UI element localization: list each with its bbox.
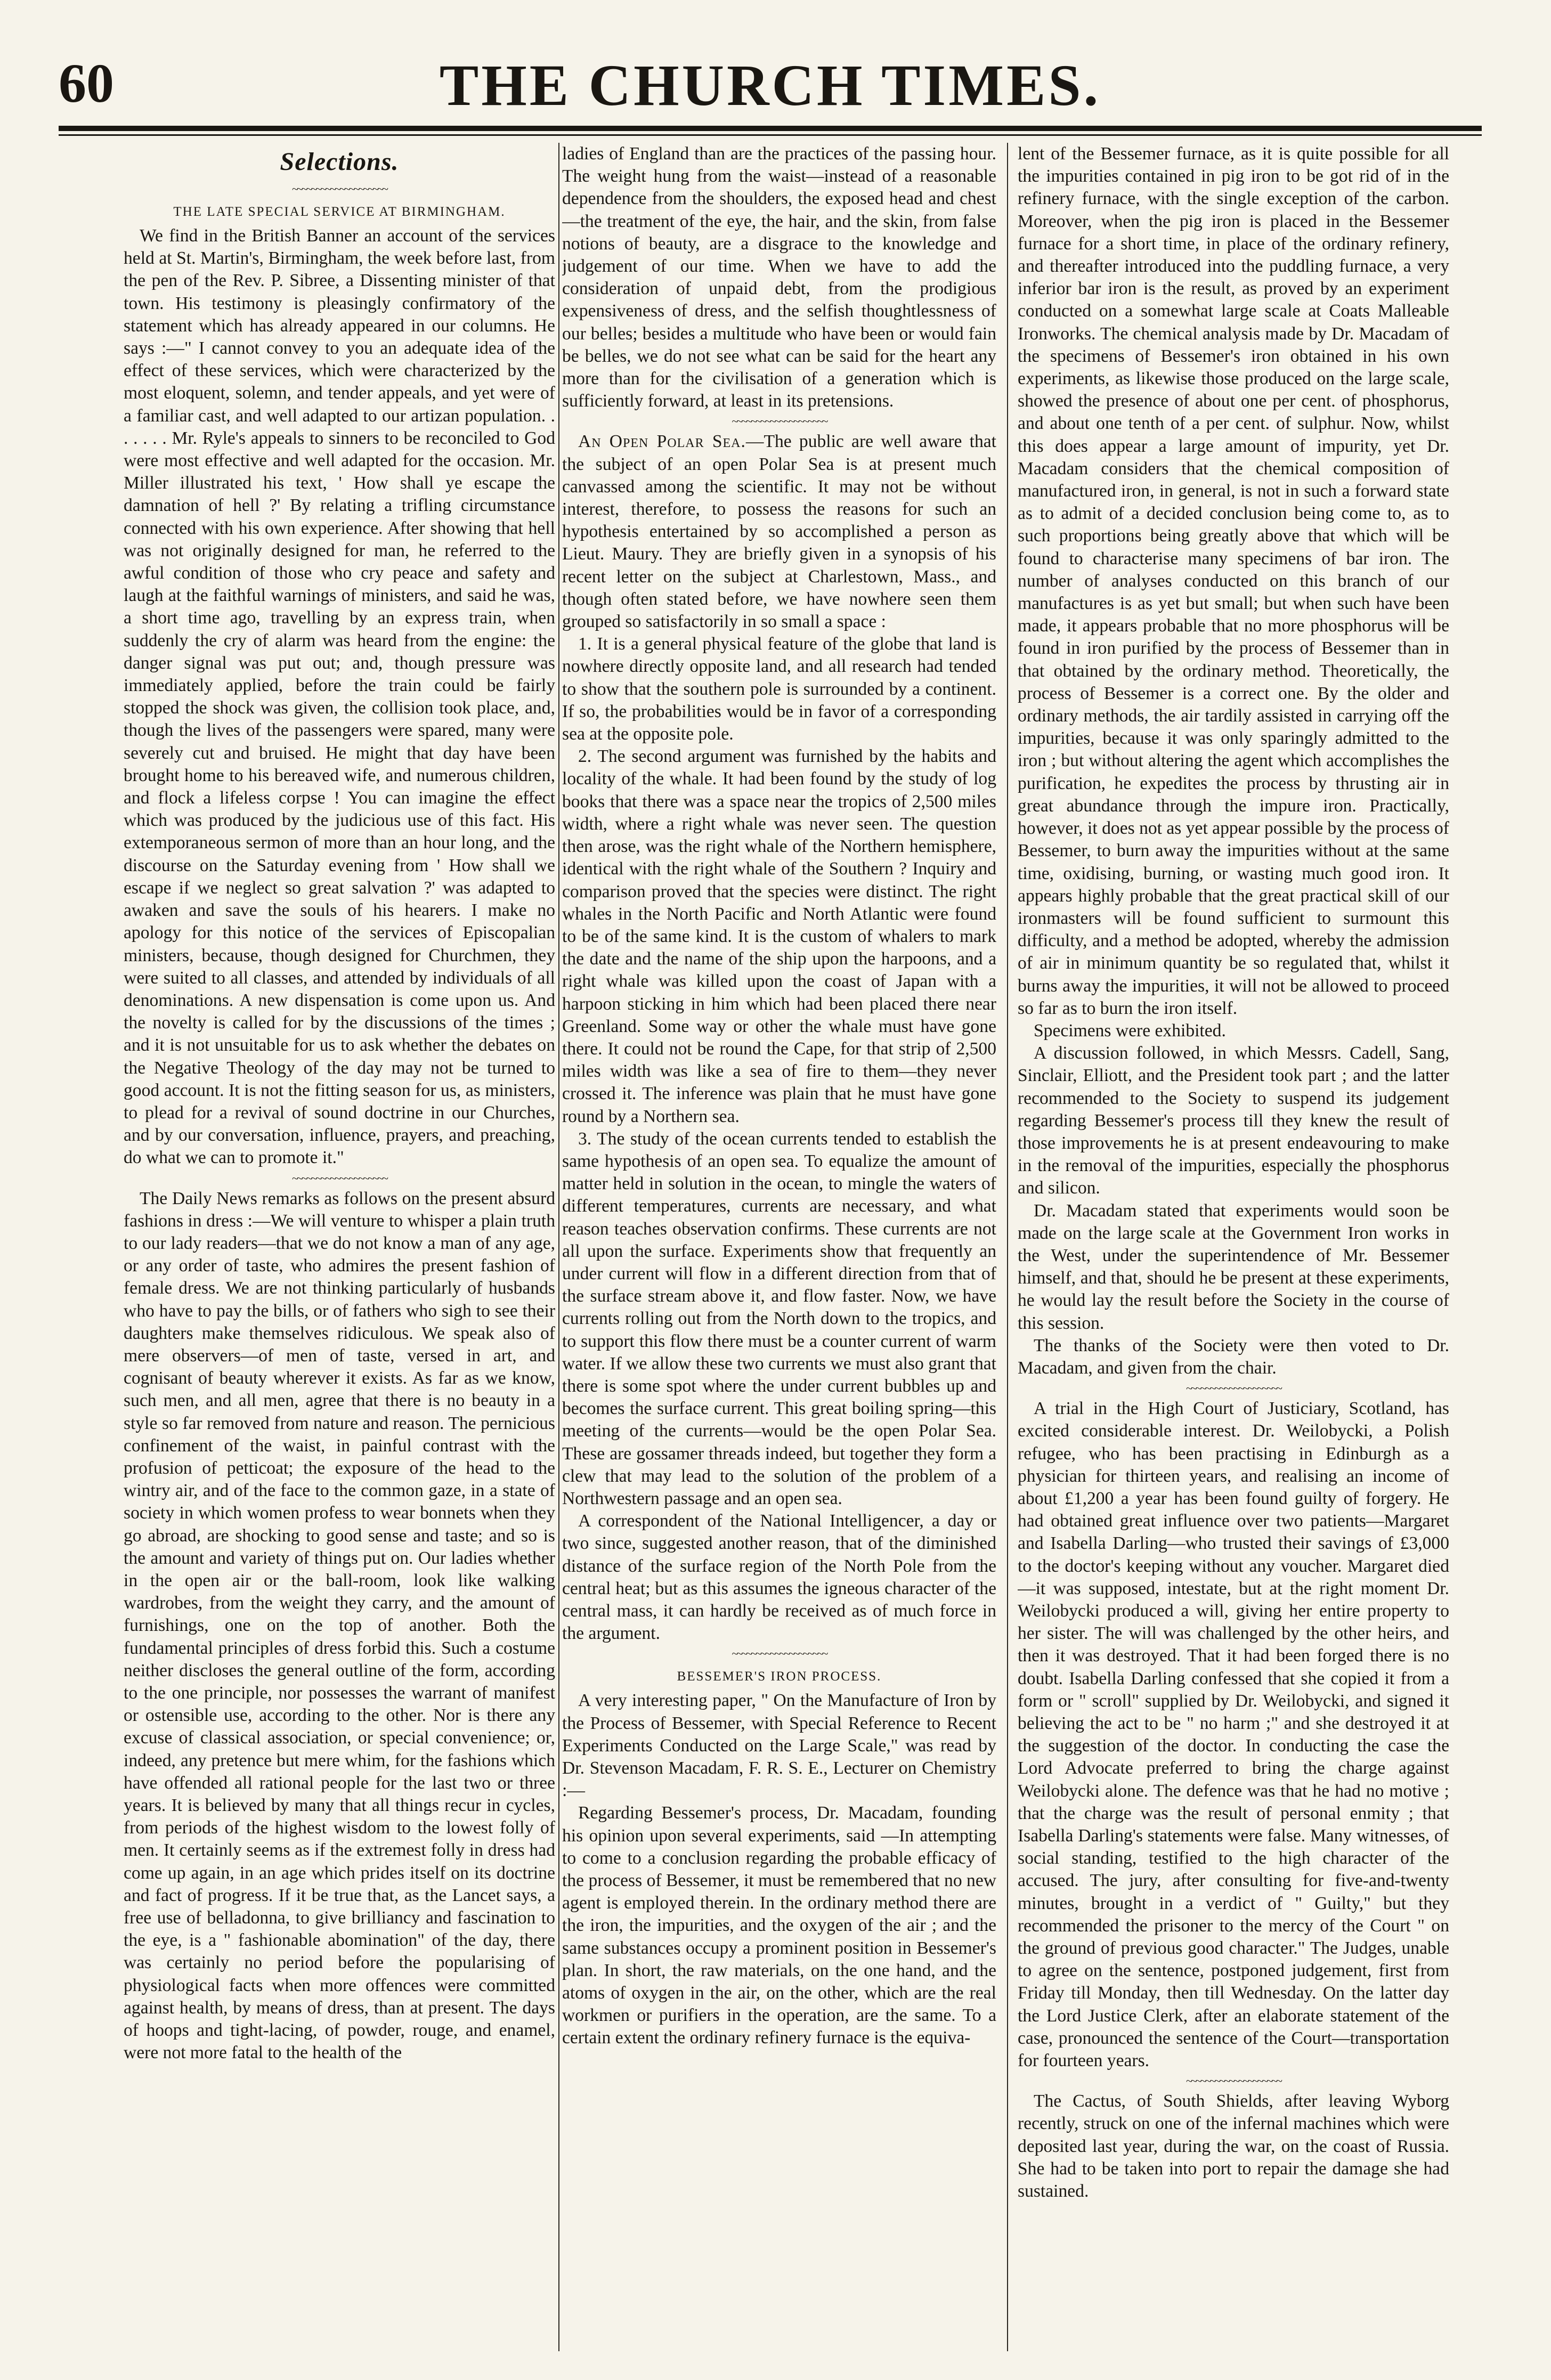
article-paragraph: Specimens were exhibited. — [1034, 1020, 1226, 1041]
article-paragraph: A very interesting paper, " On the Manufacture of Iron by the Process of Bessemer, with Special Reference to Recent Experiments Conducted on the Large Scale," was read by Dr. Stevenson Macadam, F. R. S. E., Lecturer on Chemistry :— — [562, 1691, 996, 1801]
article-paragraph: A trial in the High Court of Justiciary, Scotland, has excited considerable interest. Dr. Weilobycki, a Polish refugee, who has been practising in Edinburgh as a physician for thirteen years, and realising an income of about £1,200 a year has been found guilty of forgery. He had obtained great influence over two patients—Margaret and Isabella Darling—who trusted their savings of £3,000 to the doctor's keeping without any voucher. Margaret died—it was supposed, intestate, but at the right moment Dr. Weilobycki produced a will, giving her entire property to her sister. The will was challenged by the other heirs, and then it was destroyed. That it had been forged there is no doubt. Isabella Darling confessed that she copied it from a form or " scroll" supplied by Dr. Weilobycki, and signed it believing the act to be " no harm ;" and she destroyed it at the suggestion of the doctor. In conducting the case the Lord Advocate preferred to bring the charge against Weilobycki alone. The defence was that he had no motive ; that the charge was the result of personal enmity ; that Isabella Darling's statements were false. Many witnesses, of social standing, testified to the high character of the accused. The jury, after consulting for five-and-twenty minutes, brought in a verdict of " Guilty," but they recommended the prisoner to the mercy of the Court " on the ground of previous good character." The Judges, unable to agree on the sentence, postponed judgement, first from Friday till Monday, then till Wednesday. On the latter day the Lord Justice Clerk, after an elaborate statement of the case, pronounced the sentence of the Court—transportation for fourteen years. — [1018, 1399, 1449, 2071]
polar-sea-paragraph — [562, 430, 996, 633]
article-paragraph: Regarding Bessemer's process, Dr. Macadam, founding his opinion upon several experiments, said —In attempting to come to a conclusion regarding the probable efficacy of the process of Bessemer, it must be remembered that no new agent is employed therein. In the ordinary method there are the iron, the impurities, and the oxygen of the air ; and the same substances occupy a prominent position in Bessemer's plan. In short, the raw materials, on the one hand, and the atoms of oxygen in the air, on the other, which are the real workmen or purifiers in the operation, are the same. To a certain extent the ordinary refinery furnace is the equiva- — [562, 1803, 996, 2048]
article-paragraph: A correspondent of the National Intelligencer, a day or two since, suggested another reason, that of the diminished distance of the surface region of the North Pole from the central heat; but as this assumes the igneous character of the central mass, it can hardly be received as of much force in the argument. — [562, 1511, 996, 1644]
column-3 — [1018, 143, 1449, 2354]
article-paragraph: A discussion followed, in which Messrs. Cadell, Sang, Sinclair, Elliott, and the President took part ; and the latter recommended to the Society to suspend its judgement regarding Bessemer's process till they knew the result of those improvements he is at present endeavouring to make in the removal of the impurities, especially the phosphorus and silicon. — [1018, 1043, 1449, 1198]
page-header — [59, 53, 1482, 136]
article-run-in-title: An Open Polar Sea. — [578, 432, 746, 452]
column-divider — [1007, 143, 1008, 2351]
column-1 — [124, 143, 555, 2354]
column-2 — [562, 143, 996, 2354]
article-paragraph: The Cactus, of South Shields, after leaving Wyborg recently, struck on one of the infernal machines which were deposited last year, during the war, on the coast of Russia. She had to be taken into port to repair the damage she had sustained. — [1018, 2091, 1449, 2202]
section-title: Selections. — [280, 148, 399, 176]
article-paragraph-continued: ladies of England than are the practices of the passing hour. The weight hung from the waist—instead of a reasonable dependence from the shoulders, the exposed head and chest—the treatment of the eye, the hair, and the skin, from false notions of beauty, are a disgrace to the knowledge and judgement of our time. When we have to add the consideration of unpaid debt, from the prodigious expensiveness of dress, and the selfish thoughtlessness of our belles; besides a multitude who have been or would fain be belles, we do not see what can be said for the heart any more than for the civilisation of a generation which is sufficiently forward, at least in its pretensions. — [562, 144, 996, 411]
separator-ornament: ~~~~~~~~~~~~~~~~~~~~ — [291, 1171, 387, 1185]
article-heading: BESSEMER'S IRON PROCESS. — [677, 1669, 882, 1684]
list-item: 1. It is a general physical feature of the globe that land is nowhere directly opposite land, and all research had tended to show that the southern pole is surrounded by a continent. If so, the probabilities would be in favor of a corresponding sea at the opposite pole. — [562, 634, 996, 744]
separator-ornament: ~~~~~~~~~~~~~~~~~~~~ — [291, 182, 387, 196]
masthead-title: THE CHURCH TIMES. — [439, 53, 1101, 118]
separator-ornament: ~~~~~~~~~~~~~~~~~~~~ — [1185, 1382, 1281, 1395]
article-paragraph-continued: lent of the Bessemer furnace, as it is quite possible for all the impurities contained in pig iron to be got rid of in the refinery furnace, with the single exception of the carbon. Moreover, when the pig iron is placed in the Bessemer furnace for a short time, in place of the ordinary refinery, and thereafter introduced into the puddling furnace, a very inferior bar iron is the result, as proved by an experiment conducted on a somewhat large scale at Coats Malleable Ironworks. The chemical analysis made by Dr. Macadam of the specimens of Bessemer's iron obtained in his own experiments, as likewise those produced on the large scale, showed the presence of about one per cent. of phosphorus, and about one tenth of a per cent. of sulphur. Now, whilst this does appear a large amount of impurity, yet Dr. Macadam considers that the chemical composition of manufactured iron, in general, is not in such a forward state as to admit of a decided conclusion being come to, as to such proportions being greatly above that which will be found to characterise many specimens of bar iron. The number of analyses conducted on this branch of our manufactures is as yet but small; but when such have been made, it appears probable that no more phosphorus will be found in iron purified by the process of Bessemer than in that obtained by the ordinary method. Theoretically, the process of Bessemer is a correct one. By the older and ordinary methods, the air tardily assisted in carrying off the impurities, because it was only sparingly admitted to the iron ; but without altering the agent which accomplishes the purification, he expedites the process by thrusting air in great abundance through the impure iron. Practically, however, it does not as yet appear possible by the process of Bessemer, to burn away the impurities without at the same time, oxidising, burning, or wasting much good iron. It appears highly probable that the great practical skill of our ironmasters will be found sufficient to surmount this difficulty, and a method be adopted, whereby the admission of air in minimum quantity be so regulated that, whilst it burns away the impurities, it will not be allowed to proceed so far as to burn the iron itself. — [1018, 144, 1449, 1018]
article-paragraph: The thanks of the Society were then voted to Dr. Macadam, and given from the chair. — [1018, 1335, 1449, 1378]
article-paragraph: Dr. Macadam stated that experiments would soon be made on the large scale at the Government Iron works in the West, under the superintendence of Mr. Bessemer himself, and that, should he be present at these experiments, he would lay the result before the Society in the course of this session. — [1018, 1200, 1449, 1333]
separator-ornament: ~~~~~~~~~~~~~~~~~~~~ — [732, 1647, 827, 1661]
article-heading: THE LATE SPECIAL SERVICE AT BIRMINGHAM. — [173, 205, 506, 219]
article-text: —The public are well aware that the subject of an open Polar Sea is at present much canvassed among the scientific. It may not be without interest, therefore, to possess the reasons for such an hypothesis entertained by so accomplished a person as Lieut. Maury. They are briefly given in a synopsis of his recent letter on the subject at Charlestown, Mass., and though often stated before, we have nowhere seen them grouped so satisfactorily in so small a space : — [562, 432, 996, 632]
numbered-arguments — [562, 633, 996, 1510]
list-item: 2. The second argument was furnished by the habits and locality of the whale. It had been found by the study of log books that there was a space near the tropics of 2,500 miles width, where a right whale was never seen. The question then arose, was the right whale of the Northern hemisphere, identical with the right whale of the Southern ? Inquiry and comparison proved that the species were distinct. The right whales in the North Pacific and North Atlantic were found to be of the same kind. It is the custom of whalers to mark the date and the name of the ship upon the harpoons, and a right whale was killed upon the coast of Japan with a harpoon sticking in him which had been placed there near Greenland. Some way or other the whale must have gone there. It could not be round the Cape, for that strip of 2,500 miles width was like a sea of fire to them—they never crossed it. The inference was plain that he must have gone round by a Northern sea. — [562, 746, 996, 1126]
article-paragraph: We find in the British Banner an account of the services held at St. Martin's, Birmingham, the week before last, from the pen of the Rev. P. Sibree, a Dissenting minister of that town. His testimony is pleasingly confirmatory of the statement which has already appeared in our columns. He says :—" I cannot convey to you an adequate idea of the effect of these services, which were characterized by the most eloquent, solemn, and tender appeals, and yet were of a familiar cast, and well adapted to our artizan population. . . . . . . Mr. Ryle's appeals to sinners to be reconciled to God were most effective and well adapted for the occasion. Mr. Miller illustrated his text, ' How shall ye escape the damnation of hell ?' By relating a trifling circumstance connected with his own experience. After showing that hell was not originally designed for man, he referred to the awful condition of those who cry peace and safety and laugh at the faithful warnings of ministers, and said he was, a short time ago, travelling by an express train, when suddenly the cry of alarm was heard from the engine: the danger signal was put out; and, though pressure was immediately applied, before the train could be fairly stopped the shock was given, the collision took place, and, though the lives of the passengers were spared, many were severely cut and bruised. He might that day have been brought home to his bereaved wife, and numerous children, and flock a lifeless corpse ! You can imagine the effect which was produced by the judicious use of this fact. His extemporaneous sermon of more than an hour long, and the discourse on the Saturday evening from ' How shall we escape if we neglect so great salvation ?' was adapted to awaken and save the souls of his hearers. I make no apology for this notice of the services of Episcopalian ministers, because, though designed for Churchmen, they were suited to all classes, and attended by individuals of all denominations. A new dispensation is come upon us. And the novelty is called for by the discussions of the times ; and it is not unsuitable for us to ask whether the debates on the Negative Theology of the day may not be turned to good account. It is not the fitting season for us, as ministers, to plead for a revival of sound doctrine in our Churches, and by our conversation, influence, prayers, and preaching, do what we can to promote it." — [124, 226, 555, 1168]
article-paragraph: The Daily News remarks as follows on the present absurd fashions in dress :—We will venture to whisper a plain truth to our lady readers—that we do not know a man of any age, or any order of taste, who admires the present fashion of female dress. We are not thinking particularly of husbands who have to pay the bills, or of fathers who sigh to see their daughters make themselves ridiculous. We speak also of mere observers—of men of taste, versed in art, and cognisant of beauty wherever it exists. As far as we know, such men, and all men, agree that there is no beauty in a style so far removed from nature and reason. The pernicious confinement of the waist, in painful contrast with the profusion of petticoat; the exposure of the head to the wintry air, and of the face to the common gaze, in a state of society in which women profess to wear bonnets when they go abroad, are shocking to good sense and taste; and so is the amount and variety of things put on. Our ladies whether in the open air or the ball-room, look like walking wardrobes, from the weight they carry, and the amount of furnishings, one on the top of another. Both the fundamental principles of dress forbid this. Such a costume neither discloses the general outline of the form, according to the one principle, nor possesses the warrant of manifest or ostensible use, according to the other. Nor is there any excuse of classical association, or special convenience; or, indeed, any pretence but mere whim, for the fashions which have offended all rational people for the last two or three years. It is believed by many that all things recur in cycles, from periods of the highest wisdom to the lowest folly of men. It certainly seems as if the extremest folly in dress had come up again, in an age which prides itself on its doctrine and fact of progress. If it be true that, as the Lancet says, a free use of belladonna, to give brilliancy and fascination to the eye, is a " fashionable abomination" of the day, there was certainly no period before the popularising of physiological facts when more offences were committed against health, by means of dress, than at present. The days of hoops and tight-lacing, of powder, rouge, and enamel, were not more fatal to the health of the — [124, 1188, 555, 2063]
list-item: 3. The study of the ocean currents tended to establish the same hypothesis of an open sea. To equalize the amount of matter held in solution in the ocean, to mingle the waters of different temperatures, currents are necessary, and what reason teaches observation confirms. These currents are not all upon the surface. Experiments show that frequently an under current will flow in a different direction from that of the surface stream above it, and flow faster. Now, we have currents rolling out from the North down to the tropics, and to support this flow there must be a counter current of warm water. If we allow these two currents we must also grant that there is some spot where the under current bubbles up and becomes the surface current. This great boiling spring—this meeting of the currents—would be the open Polar Sea. These are gossamer threads indeed, but together they form a clew that may lead to the solution of the problem of a Northwestern passage and an open sea. — [562, 1128, 996, 1508]
page-number: 60 — [59, 53, 114, 114]
header-rule-thin — [59, 134, 1482, 136]
separator-ornament: ~~~~~~~~~~~~~~~~~~~~ — [1185, 2074, 1281, 2088]
header-rule-thick — [59, 126, 1482, 131]
column-divider — [558, 143, 559, 2351]
separator-ornament: ~~~~~~~~~~~~~~~~~~~~ — [732, 415, 827, 428]
